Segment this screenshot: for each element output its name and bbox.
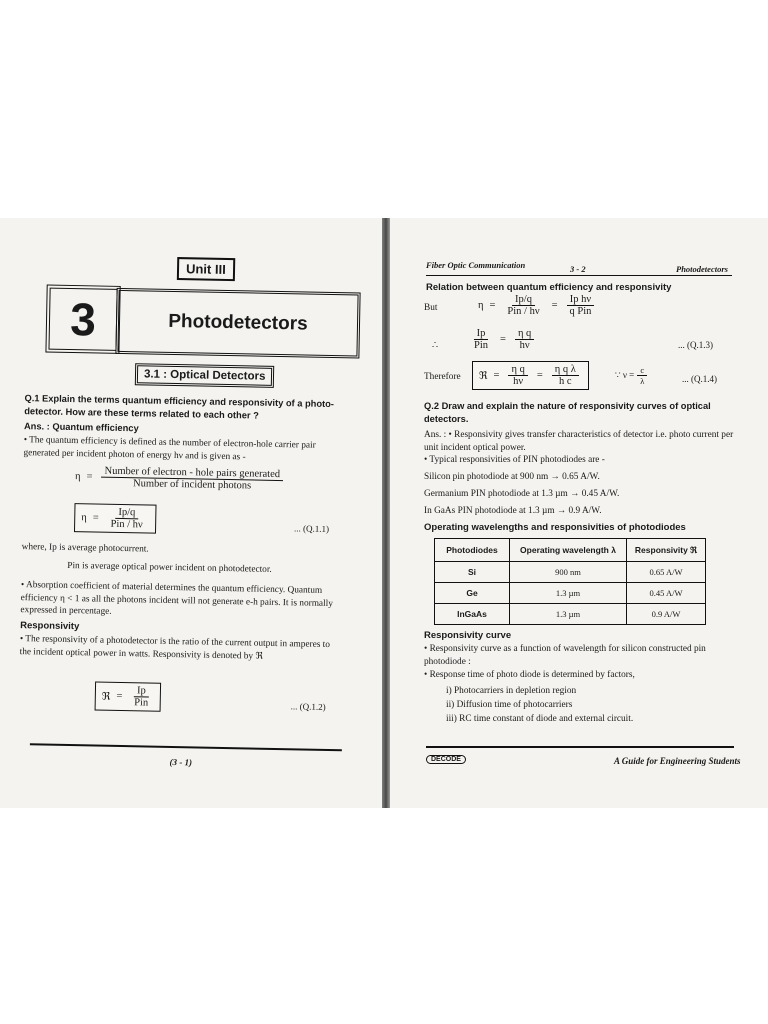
fraction-denominator: hν — [519, 340, 530, 351]
relation-heading: Relation between quantum efficiency and responsivity — [426, 282, 672, 293]
footer-rule — [426, 746, 734, 748]
therefore-label: Therefore — [424, 372, 461, 382]
scanned-book-spread — [0, 218, 768, 808]
equation-reference: ... (Q.1.1) — [293, 523, 330, 534]
but-label: But — [424, 303, 438, 313]
factor-item: iii) RC time constant of diode and external circuit. — [446, 714, 634, 724]
fraction-numerator: Ip — [474, 328, 489, 340]
left-page — [9, 218, 380, 815]
equation-reference: ... (Q.1.2) — [290, 701, 326, 712]
equation-eta-relation: η = $\frac{Ip/q}{\text{Pin / hν}}$ = $\frac{\text{Ip hν}}{\text{q Pin}}$ — [478, 294, 597, 317]
table-header: Responsivity ℜ — [627, 539, 706, 562]
curve-paragraph: • Responsivity curve as a function of wavelength for silicon constructed pin photodiode : — [424, 644, 706, 667]
equation-q1-1 — [74, 503, 156, 534]
absorption-paragraph: • Absorption coefficient of material determines the quantum efficiency. Quantum efficiency η < 1 as all the photons incident will not generate e-h pairs. It is normally expressed in percentage. — [20, 580, 334, 617]
responsivity-table — [434, 538, 706, 625]
factor-item: ii) Diffusion time of photocarriers — [446, 700, 573, 710]
fraction-denominator: Number of incident photons — [132, 478, 252, 492]
fraction-numerator: c — [637, 365, 647, 376]
table-cell: 900 nm — [510, 562, 627, 583]
table-row — [435, 604, 706, 625]
factor-item: i) Photocarriers in depletion region — [446, 686, 577, 696]
table-cell: Si — [435, 562, 510, 583]
book-gutter — [382, 218, 390, 808]
unit-label: Unit III — [177, 257, 235, 281]
chapter-number: 3 — [45, 285, 120, 354]
equation-q1-4 — [472, 361, 650, 390]
fraction — [471, 328, 491, 351]
table-cell: Ge — [435, 583, 510, 604]
fraction-denominator: h c — [559, 376, 572, 387]
table-header-row — [435, 539, 706, 562]
fraction-denominator: Pin — [474, 340, 489, 351]
fraction-numerator: η q — [515, 328, 534, 340]
chapter-title: Photodetectors — [115, 288, 360, 359]
table-cell: 1.3 µm — [510, 604, 627, 625]
equation-box: ℜ = $\frac{Ip}{\text{Pin}}$ — [95, 682, 162, 712]
where-line: where, Ip is average photocurrent. — [21, 542, 149, 555]
germanium-line: Germanium PIN photodiode at 1.3 µm → 0.45 A/W. — [424, 489, 620, 499]
fraction — [508, 364, 527, 387]
responsivity-symbol: ℜ — [479, 370, 488, 382]
responsivity-symbol: ℜ — [101, 691, 111, 703]
therefore-symbol: ∴ — [432, 341, 438, 351]
fraction-numerator: Ip/q — [512, 294, 535, 306]
question-2: Q.2 Draw and explain the nature of responsivity curves of optical detectors. — [424, 401, 711, 424]
table-cell: 0.45 A/W — [627, 583, 706, 604]
fraction-numerator: η q — [508, 364, 527, 376]
responsivity-heading: Responsivity — [20, 620, 80, 633]
equation-q1-3: $\frac{Ip}{\text{Pin}}$ = $\frac{\text{η q}}{h\nu}$ — [468, 328, 537, 351]
answer-2: Ans. : • Responsivity gives transfer characteristics of detector i.e. photo current per unit incident optical power. — [424, 430, 734, 453]
table-cell: 0.9 A/W — [627, 604, 706, 625]
fraction-numerator: Ip — [134, 685, 149, 697]
since-note: ∵ ν = — [614, 370, 635, 380]
quantum-efficiency-equation: η = $\frac{\text{Number of electron - hole pairs generated}}{\text{Number of incident photons}}$ — [75, 465, 286, 492]
fraction-denominator: Pin / hν — [507, 306, 540, 317]
fraction-denominator: Pin — [134, 697, 149, 709]
question-1: Q.1 Explain the terms quantum efficiency and responsivity of a photo-detector. How are these terms related to each other ? — [24, 393, 335, 421]
fraction — [107, 507, 146, 531]
responsivity-curve-heading: Responsivity curve — [424, 630, 512, 641]
running-header-page: 3 - 2 — [570, 264, 586, 274]
equation-box: η = $\frac{Ip/q}{\text{Pin / hν}}$ — [74, 503, 156, 534]
running-header-right: Photodetectors — [676, 264, 728, 274]
fraction — [515, 328, 534, 351]
equation-reference: ... (Q.1.4) — [682, 374, 717, 384]
table-row — [435, 562, 706, 583]
table-header: Photodiodes — [435, 539, 510, 562]
fraction — [131, 685, 151, 708]
fraction-denominator: λ — [640, 376, 645, 386]
fraction-denominator: q Pin — [569, 306, 592, 317]
eta-symbol: η — [478, 300, 484, 311]
quantum-efficiency-definition: • The quantum efficiency is defined as the number of electron-hole carrier pair generated per incident photon of energy hν and is given as - — [23, 435, 316, 462]
right-page — [392, 218, 748, 808]
running-header-left: Fiber Optic Communication — [426, 260, 526, 270]
eta-symbol: η — [81, 512, 87, 524]
silicon-line: Silicon pin photodiode at 900 nm → 0.65 A/W. — [424, 472, 600, 482]
table-header: Operating wavelength λ — [510, 539, 627, 562]
typical-responsivities: • Typical responsivities of PIN photodiodes are - — [424, 455, 605, 465]
ingaas-line: In GaAs PIN photodiode at 1.3 µm → 0.9 A/W. — [424, 506, 602, 516]
fraction — [637, 365, 647, 386]
response-time-paragraph: • Response time of photo diode is determined by factors, — [424, 670, 635, 680]
fraction — [552, 364, 579, 387]
header-rule — [426, 275, 732, 276]
fraction — [567, 294, 595, 317]
footer-rule — [30, 743, 342, 751]
fraction-numerator: Ip/q — [115, 507, 138, 519]
table-row — [435, 583, 706, 604]
responsivity-definition: • The responsivity of a photodetector is the ratio of the current output in amperes to the incident optical power in watts. Responsivity is denoted by ℜ — [19, 634, 331, 662]
table-cell: InGaAs — [435, 604, 510, 625]
fraction — [101, 466, 283, 492]
table-heading: Operating wavelengths and responsivities of photodiodes — [424, 522, 686, 533]
fraction-denominator: hν — [513, 376, 524, 387]
page-number: (3 - 1) — [169, 756, 193, 768]
table-cell: 1.3 µm — [510, 583, 627, 604]
equation-reference: ... (Q.1.3) — [678, 340, 713, 350]
table-cell: 0.65 A/W — [627, 562, 706, 583]
fraction-denominator: Pin / hν — [110, 518, 143, 531]
publisher-logo: DECODE — [426, 755, 466, 764]
eta-symbol: η — [74, 471, 81, 483]
fraction-numerator: Ip hν — [567, 294, 594, 306]
equation-box: ℜ = $\frac{\text{η q}}{h\nu}$ = $\frac{\text{η q λ}}{\text{h c}}$ — [472, 361, 589, 390]
pin-definition: Pin is average optical power incident on photodetector. — [67, 560, 272, 575]
fraction — [504, 294, 542, 317]
footer-tagline: A Guide for Engineering Students — [614, 756, 741, 766]
answer-label: Ans. : Quantum efficiency — [23, 421, 139, 434]
fraction-numerator: η q λ — [552, 364, 579, 376]
equation-q1-2 — [95, 682, 162, 712]
section-title: 3.1 : Optical Detectors — [135, 363, 275, 388]
fraction-numerator: Number of electron - hole pairs generated — [101, 466, 283, 481]
